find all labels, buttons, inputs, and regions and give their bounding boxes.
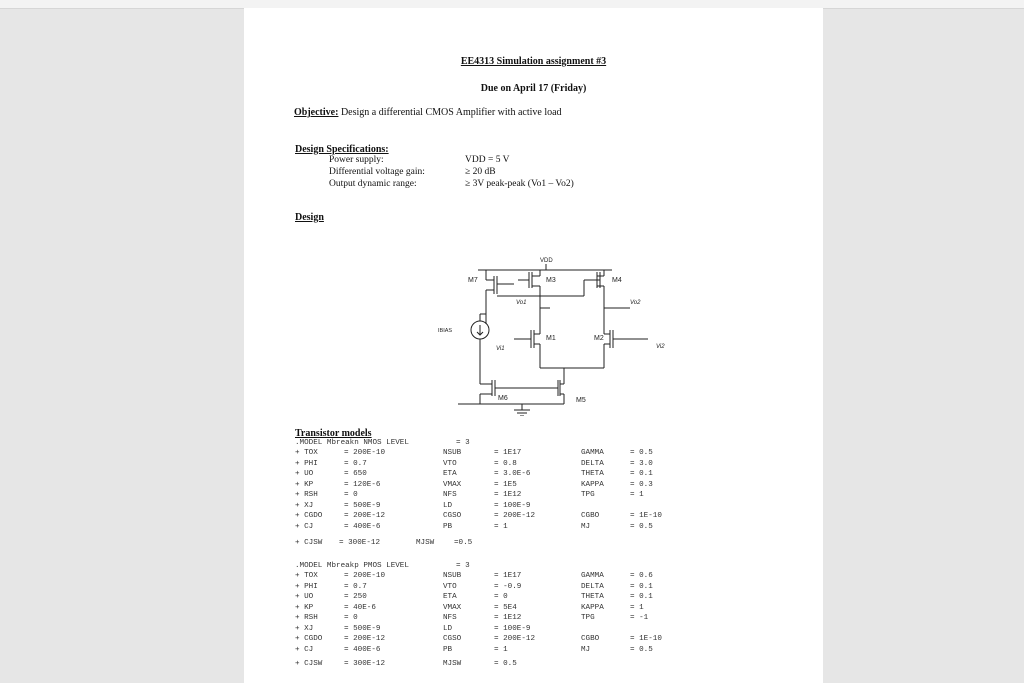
nmos-param-name: NFS: [443, 491, 457, 499]
vi1-label: Vi1: [496, 346, 505, 352]
objective: [294, 107, 562, 118]
due-date: Due on April 17 (Friday): [480, 83, 587, 94]
nmos-param-value: = 1E12: [494, 491, 522, 499]
nmos-param-value: = 1E5: [494, 480, 517, 489]
pmos-param-value: = 0.1: [630, 582, 653, 591]
nmos-param-value: = 400E-6: [344, 522, 381, 531]
pmos-mjsw-value: = 0.5: [494, 660, 517, 668]
nmos-param-value: = 1: [630, 491, 644, 499]
design-heading: Design: [295, 212, 324, 223]
pmos-param-name: NSUB: [443, 572, 462, 580]
pmos-param-name: + XJ: [295, 624, 314, 633]
pmos-model-level: = 3: [456, 562, 470, 570]
nmos-param-name: CGBO: [581, 512, 600, 520]
nmos-param-name: PB: [443, 522, 453, 531]
nmos-param-value: = 1E-10: [630, 512, 662, 520]
nmos-param-name: NSUB: [443, 449, 462, 457]
nmos-param-name: VMAX: [443, 480, 462, 489]
nmos-mjsw-value: =0.5: [454, 539, 473, 547]
nmos-param-value: = 650: [344, 470, 367, 478]
pmos-param-name: LD: [443, 624, 453, 633]
nmos-param-value: = 0.1: [630, 470, 653, 478]
pmos-param-value: = 1E12: [494, 614, 522, 622]
pmos-param-value: = -1: [630, 614, 649, 622]
pmos-param-name: VMAX: [443, 603, 462, 612]
pmos-param-name: TPG: [581, 614, 595, 622]
nmos-param-name: CGSO: [443, 512, 462, 520]
nmos-param-name: LD: [443, 501, 453, 510]
pmos-param-value: = 200E-10: [344, 572, 386, 580]
m4-label: M4: [612, 277, 622, 284]
nmos-param-name: TPG: [581, 491, 595, 499]
pmos-param-value: = 200E-12: [494, 635, 536, 643]
nmos-param-name: THETA: [581, 470, 604, 478]
document-page: [244, 8, 823, 683]
nmos-param-value: = 0.5: [630, 522, 653, 531]
pmos-param-value: = 1E-10: [630, 635, 662, 643]
nmos-param-value: = 0.3: [630, 480, 653, 489]
pmos-param-value: = 400E-6: [344, 645, 381, 654]
pmos-param-value: = -0.9: [494, 582, 522, 591]
pmos-param-name: + CGDO: [295, 635, 323, 643]
nmos-param-value: = 200E-10: [344, 449, 386, 457]
pmos-param-name: MJ: [581, 645, 591, 654]
nmos-param-name: ETA: [443, 470, 457, 478]
pmos-cjsw-value: = 300E-12: [344, 660, 386, 668]
pmos-param-value: = 500E-9: [344, 624, 381, 633]
pmos-param-name: + KP: [295, 603, 314, 612]
pmos-param-name: + RSH: [295, 614, 318, 622]
pmos-param-value: = 1: [494, 645, 508, 654]
pmos-param-name: THETA: [581, 593, 604, 601]
objective-label: Objective:: [294, 107, 339, 118]
nmos-param-name: + KP: [295, 480, 314, 489]
vi2-label: Vi2: [656, 344, 665, 350]
vo2-label: Vo2: [630, 300, 641, 306]
nmos-param-value: = 3.0: [630, 459, 653, 468]
pmos-param-value: = 1E17: [494, 572, 522, 580]
nmos-param-value: = 120E-6: [344, 480, 381, 489]
m5-label: M5: [576, 397, 586, 404]
nmos-param-value: = 200E-12: [494, 512, 536, 520]
nmos-model-level: = 3: [456, 439, 470, 447]
pmos-param-value: = 0: [344, 614, 358, 622]
m7-label: M7: [468, 277, 478, 284]
pmos-param-value: = 250: [344, 593, 367, 601]
pmos-param-value: = 100E-9: [494, 624, 531, 633]
pmos-param-name: PB: [443, 645, 453, 654]
vo1-label: Vo1: [516, 300, 527, 306]
nmos-param-name: + PHI: [295, 459, 318, 468]
pmos-param-name: KAPPA: [581, 603, 604, 612]
pmos-model-header: .MODEL Mbreakp PMOS LEVEL: [295, 562, 409, 570]
m6-label: M6: [498, 395, 508, 402]
nmos-param-name: + CJ: [295, 522, 314, 531]
pmos-param-name: CGBO: [581, 635, 600, 643]
pmos-param-value: = 0.7: [344, 582, 367, 591]
nmos-param-name: + CGDO: [295, 512, 323, 520]
nmos-param-name: MJ: [581, 522, 591, 531]
pmos-param-value: = 0.1: [630, 593, 653, 601]
pmos-param-value: = 0.5: [630, 645, 653, 654]
nmos-param-value: = 1: [494, 522, 508, 531]
nmos-param-name: KAPPA: [581, 480, 604, 489]
pmos-param-name: DELTA: [581, 582, 604, 591]
pmos-param-value: = 5E4: [494, 603, 517, 612]
specs-heading: Design Specifications:: [295, 144, 389, 155]
nmos-param-value: = 0.7: [344, 459, 367, 468]
ibias-label: IBIAS: [438, 328, 453, 334]
pmos-param-name: + PHI: [295, 582, 318, 591]
pmos-param-value: = 200E-12: [344, 635, 386, 643]
models-heading: Transistor models: [295, 428, 372, 439]
pmos-param-name: + UO: [295, 593, 314, 601]
nmos-param-name: VTO: [443, 459, 457, 468]
vdd-label: VDD: [540, 258, 553, 264]
pmos-param-name: VTO: [443, 582, 457, 591]
m2-label: M2: [594, 335, 604, 342]
amplifier-schematic: [434, 244, 679, 416]
nmos-model-header: .MODEL Mbreakn NMOS LEVEL: [295, 439, 409, 447]
spec-value: ≥ 20 dB: [465, 167, 496, 177]
nmos-mjsw-name: MJSW: [416, 539, 435, 547]
pmos-param-name: GAMMA: [581, 572, 604, 580]
pmos-param-value: = 40E-6: [344, 603, 376, 612]
nmos-param-value: = 0.8: [494, 459, 517, 468]
spec-label: Output dynamic range:: [329, 179, 417, 189]
pmos-mjsw-name: MJSW: [443, 660, 462, 668]
spec-value: VDD = 5 V: [465, 155, 510, 165]
nmos-param-value: = 1E17: [494, 449, 522, 457]
pmos-param-value: = 1: [630, 603, 644, 612]
nmos-cjsw-value: = 300E-12: [339, 539, 381, 547]
nmos-param-name: + XJ: [295, 501, 314, 510]
pmos-param-name: NFS: [443, 614, 457, 622]
nmos-param-name: + TOX: [295, 449, 318, 457]
pmos-param-value: = 0: [494, 593, 508, 601]
spec-label: Power supply:: [329, 155, 384, 165]
m1-label: M1: [546, 335, 556, 342]
m3-label: M3: [546, 277, 556, 284]
objective-text: Design a differential CMOS Amplifier with active load: [338, 107, 562, 118]
spec-value: ≥ 3V peak-peak (Vo1 – Vo2): [465, 179, 574, 189]
nmos-param-value: = 0: [344, 491, 358, 499]
pmos-param-name: + TOX: [295, 572, 318, 580]
pmos-param-value: = 0.6: [630, 572, 653, 580]
nmos-param-name: + UO: [295, 470, 314, 478]
pmos-param-name: + CJ: [295, 645, 314, 654]
nmos-param-value: = 500E-9: [344, 501, 381, 510]
nmos-param-value: = 0.5: [630, 449, 653, 457]
nmos-param-value: = 100E-9: [494, 501, 531, 510]
document-title: EE4313 Simulation assignment #3: [460, 56, 607, 67]
nmos-param-name: GAMMA: [581, 449, 604, 457]
nmos-cjsw-name: + CJSW: [295, 539, 323, 547]
nmos-param-value: = 200E-12: [344, 512, 386, 520]
nmos-param-name: DELTA: [581, 459, 604, 468]
pmos-param-name: ETA: [443, 593, 457, 601]
spec-label: Differential voltage gain:: [329, 167, 425, 177]
pmos-param-name: CGSO: [443, 635, 462, 643]
nmos-param-name: + RSH: [295, 491, 318, 499]
nmos-param-value: = 3.0E-6: [494, 470, 531, 478]
pmos-cjsw-name: + CJSW: [295, 660, 323, 668]
